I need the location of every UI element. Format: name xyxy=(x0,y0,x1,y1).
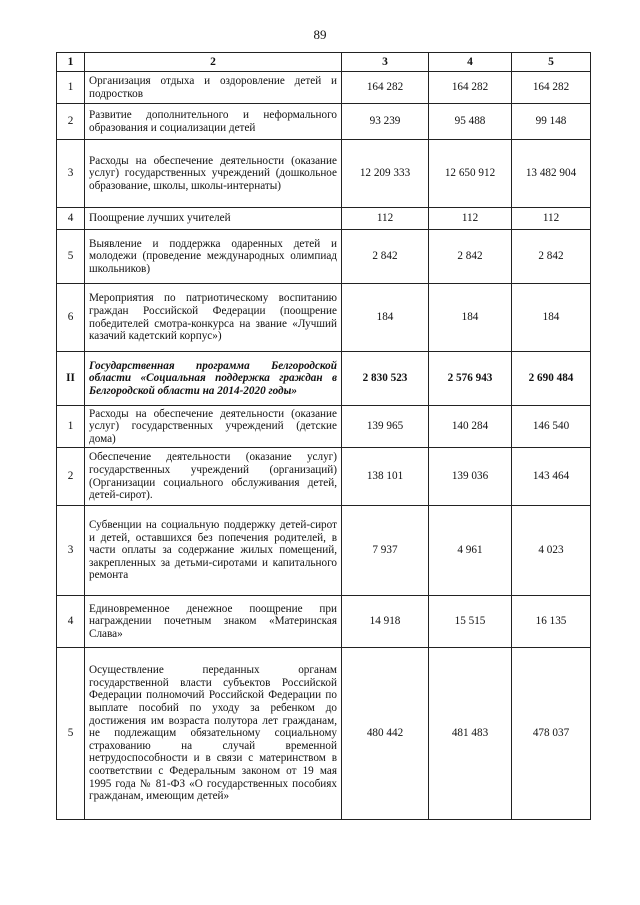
row-value-col5: 184 xyxy=(512,284,591,352)
row-name: Субвенции на социальную поддержку детей-сирот и детей, оставшихся без попечения родителей, в части оплаты за содержание жилых помещений, закрепленных за детьми-сиротами и капитального ремонта xyxy=(85,506,342,596)
row-name: Выявление и поддержка одаренных детей и молодежи (проведение международных олимпиад школьников) xyxy=(85,230,342,284)
table-row xyxy=(57,140,591,208)
row-number: 6 xyxy=(57,284,85,352)
header-row xyxy=(57,53,591,72)
row-value-col3: 138 101 xyxy=(342,448,429,506)
page-number: 89 xyxy=(313,27,327,42)
row-name: Расходы на обеспечение деятельности (оказание услуг) государственных учреждений (детские дома) xyxy=(85,406,342,448)
row-value-col3: 480 442 xyxy=(342,648,429,820)
table-row xyxy=(57,596,591,648)
row-value-col4: 12 650 912 xyxy=(429,140,512,208)
row-value-col5: 143 464 xyxy=(512,448,591,506)
table-row xyxy=(57,72,591,104)
row-value-col5: 99 148 xyxy=(512,104,591,140)
table-row xyxy=(57,648,591,820)
table-row xyxy=(57,284,591,352)
row-value-col4: 164 282 xyxy=(429,72,512,104)
row-value-col3: 164 282 xyxy=(342,72,429,104)
row-name: Развитие дополнительного и неформального образования и социализации детей xyxy=(85,104,342,140)
table-row xyxy=(57,104,591,140)
table-row xyxy=(57,230,591,284)
row-value-col4: 481 483 xyxy=(429,648,512,820)
row-value-col5: 13 482 904 xyxy=(512,140,591,208)
row-value-col4: 139 036 xyxy=(429,448,512,506)
header-cell-number: 1 xyxy=(57,53,85,72)
row-value-col3: 139 965 xyxy=(342,406,429,448)
row-value-col5: 16 135 xyxy=(512,596,591,648)
row-name: Мероприятия по патриотическому воспитанию граждан Российской Федерации (поощрение победителей смотра-конкурса на звание «Лучший казачий кадетский корпус») xyxy=(85,284,342,352)
row-value-col4: 140 284 xyxy=(429,406,512,448)
table-row xyxy=(57,448,591,506)
header-cell-name: 2 xyxy=(85,53,342,72)
row-value-col5: 2 842 xyxy=(512,230,591,284)
row-number: 3 xyxy=(57,506,85,596)
row-value-col3: 184 xyxy=(342,284,429,352)
budget-table xyxy=(56,52,591,820)
row-name: Государственная программа Белгородской области «Социальная поддержка граждан в Белгородской области на 2014-2020 годы» xyxy=(85,352,342,406)
row-value-col5: 146 540 xyxy=(512,406,591,448)
row-number: II xyxy=(57,352,85,406)
row-name: Поощрение лучших учителей xyxy=(85,208,342,230)
row-number: 2 xyxy=(57,104,85,140)
row-value-col5: 112 xyxy=(512,208,591,230)
row-value-col4: 184 xyxy=(429,284,512,352)
row-number: 4 xyxy=(57,596,85,648)
row-value-col3: 112 xyxy=(342,208,429,230)
row-name: Единовременное денежное поощрение при награждении почетным знаком «Материнская Слава» xyxy=(85,596,342,648)
row-name: Организация отдыха и оздоровление детей и подростков xyxy=(85,72,342,104)
table-row xyxy=(57,406,591,448)
row-value-col3: 93 239 xyxy=(342,104,429,140)
row-number: 4 xyxy=(57,208,85,230)
row-value-col5: 478 037 xyxy=(512,648,591,820)
row-value-col5: 164 282 xyxy=(512,72,591,104)
row-value-col3: 14 918 xyxy=(342,596,429,648)
row-value-col3: 2 842 xyxy=(342,230,429,284)
table-row xyxy=(57,506,591,596)
table-row xyxy=(57,208,591,230)
header-cell-col4: 4 xyxy=(429,53,512,72)
row-value-col4: 95 488 xyxy=(429,104,512,140)
row-value-col3: 2 830 523 xyxy=(342,352,429,406)
row-value-col3: 12 209 333 xyxy=(342,140,429,208)
row-number: 3 xyxy=(57,140,85,208)
row-value-col4: 112 xyxy=(429,208,512,230)
row-number: 5 xyxy=(57,648,85,820)
row-value-col4: 15 515 xyxy=(429,596,512,648)
row-value-col3: 7 937 xyxy=(342,506,429,596)
row-number: 5 xyxy=(57,230,85,284)
row-value-col4: 4 961 xyxy=(429,506,512,596)
row-value-col5: 2 690 484 xyxy=(512,352,591,406)
row-name: Осуществление переданных органам государственной власти субъектов Российской Федерации полномочий Российской Федерации по выплате пособий по уходу за ребенком до достижения им возраста полутора лет гражданам, не подлежащим обязательному социальному страхованию на случай временной нетрудоспособности и в связи с материнством в соответствии с Федеральным законом от 19 мая 1995 года № 81-ФЗ «О государственных пособиях гражданам, имеющим детей» xyxy=(85,648,342,820)
row-number: 1 xyxy=(57,72,85,104)
row-name: Расходы на обеспечение деятельности (оказание услуг) государственных учреждений (дошкольное образование, школы, школы-интернаты) xyxy=(85,140,342,208)
row-name: Обеспечение деятельности (оказание услуг) государственных учреждений (организаций) (Организации социального обслуживания детей, детей-сирот). xyxy=(85,448,342,506)
header-cell-col3: 3 xyxy=(342,53,429,72)
row-number: 2 xyxy=(57,448,85,506)
row-value-col4: 2 576 943 xyxy=(429,352,512,406)
row-value-col4: 2 842 xyxy=(429,230,512,284)
header-cell-col5: 5 xyxy=(512,53,591,72)
row-value-col5: 4 023 xyxy=(512,506,591,596)
row-number: 1 xyxy=(57,406,85,448)
table-row-program xyxy=(57,352,591,406)
